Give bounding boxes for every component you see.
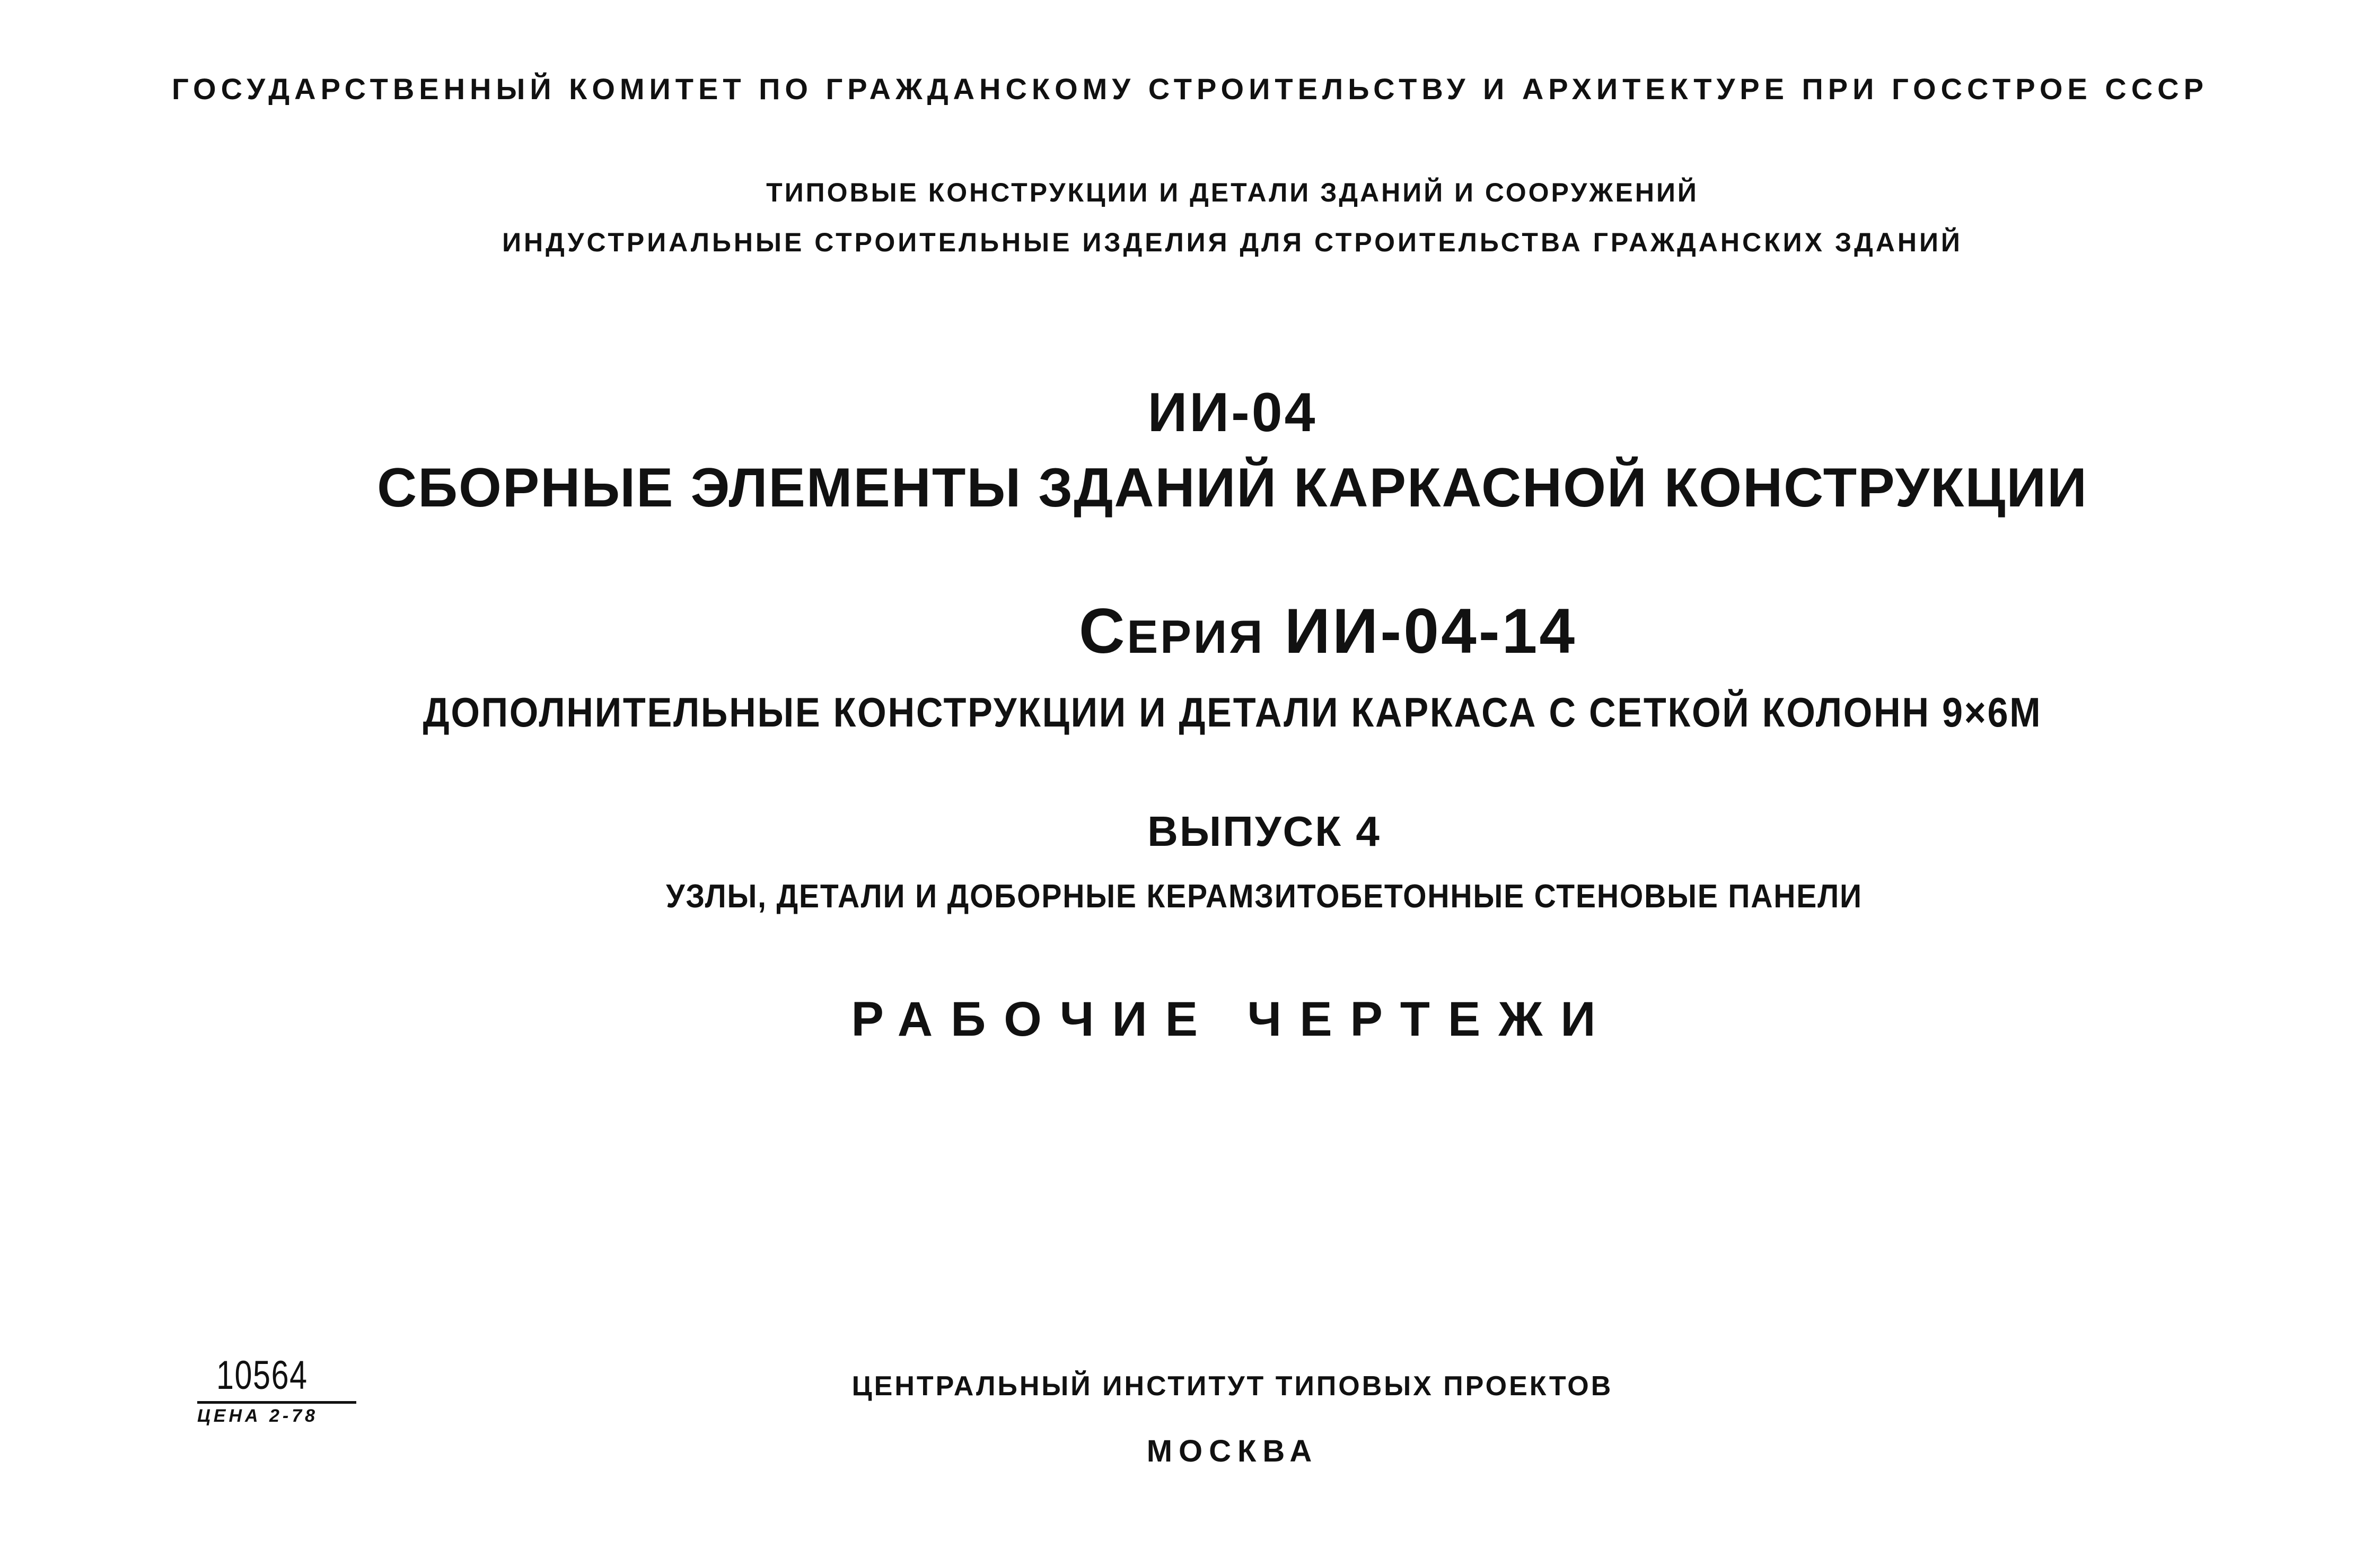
document-title: СБОРНЫЕ ЭЛЕМЕНТЫ ЗДАНИЙ КАРКАСНОЙ КОНСТРУКЦИИ bbox=[377, 457, 2088, 519]
stamp-divider bbox=[197, 1401, 356, 1404]
series-heading bbox=[138, 596, 2380, 667]
issue-heading: ВЫПУСК 4 bbox=[1147, 808, 1381, 855]
publisher-city: МОСКВА bbox=[1146, 1434, 1319, 1468]
series-subtitle: ДОПОЛНИТЕЛЬНЫЕ КОНСТРУКЦИИ И ДЕТАЛИ КАРКАСА С СЕТКОЙ КОЛОНН 9×6М bbox=[423, 689, 2042, 736]
catalog-code: ИИ-04 bbox=[1147, 382, 1318, 443]
series-code: ИИ-04-14 bbox=[1284, 596, 1577, 667]
industrial-products-heading: ИНДУСТРИАЛЬНЫЕ СТРОИТЕЛЬНЫЕ ИЗДЕЛИЯ ДЛЯ СТРОИТЕЛЬСТВА ГРАЖДАНСКИХ ЗДАНИЙ bbox=[502, 228, 1963, 257]
working-drawings-label: РАБОЧИЕ ЧЕРТЕЖИ bbox=[851, 992, 1614, 1046]
stamp-number: 10564 bbox=[216, 1353, 308, 1398]
stamp-price: ЦЕНА 2-78 bbox=[197, 1406, 319, 1426]
typical-constructions-heading: ТИПОВЫЕ КОНСТРУКЦИИ И ДЕТАЛИ ЗДАНИЙ И СООРУЖЕНИЙ bbox=[766, 178, 1699, 207]
issue-subtitle: УЗЛЫ, ДЕТАЛИ И ДОБОРНЫЕ КЕРАМЗИТОБЕТОННЫЕ СТЕНОВЫЕ ПАНЕЛИ bbox=[666, 878, 1863, 915]
series-word-rest: ЕРИЯ bbox=[1127, 610, 1265, 663]
committee-heading: ГОСУДАРСТВЕННЫЙ КОМИТЕТ ПО ГРАЖДАНСКОМУ СТРОИТЕЛЬСТВУ И АРХИТЕКТУРЕ ПРИ ГОССТРОЕ СССР bbox=[172, 72, 2208, 106]
series-word-initial: С bbox=[1078, 596, 1127, 667]
publisher-institute: ЦЕНТРАЛЬНЫЙ ИНСТИТУТ ТИПОВЫХ ПРОЕКТОВ bbox=[851, 1371, 1613, 1402]
